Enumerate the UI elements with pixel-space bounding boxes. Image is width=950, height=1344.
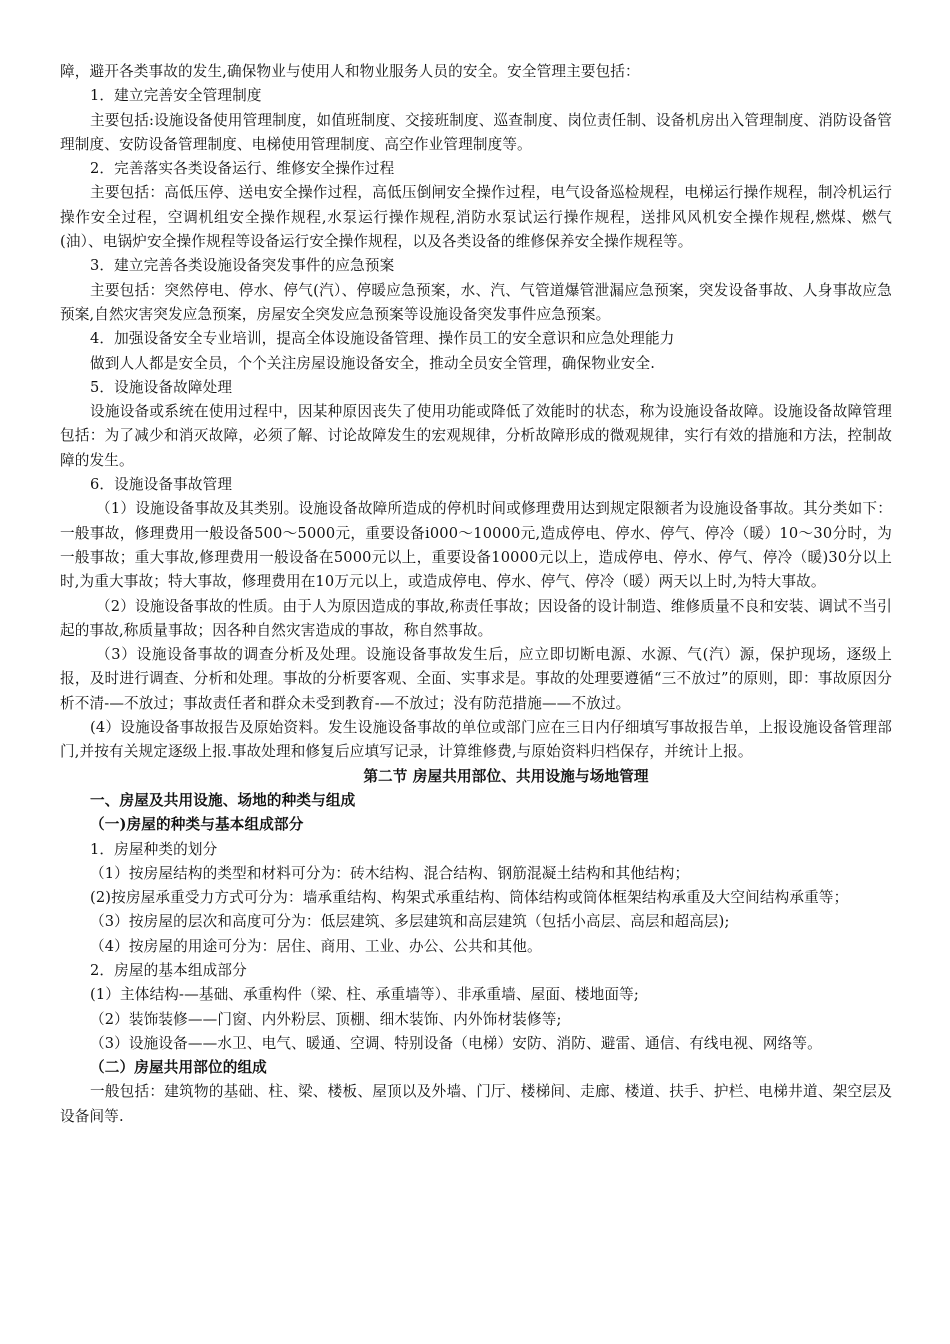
item-6-sub-4: (4）设施设备事故报告及原始资料。发生设施设备事故的单位或部门应在三日内仔细填写事故报告单，上报设施设备管理部门,并按有关规定逐级上报.事故处理和修复后应填写记录，计算维修费,与原始资料归档保存，并统计上报。 [60,719,892,761]
house-part-3: （3）设施设备——水卫、电气、暖通、空调、特别设备（电梯）安防、消防、避雷、通信、有线电视、网络等。 [90,1034,822,1052]
house-type-1: （1）按房屋结构的类型和材料可分为：砖木结构、混合结构、钢筋混凝土结构和其他结构； [90,864,690,882]
house-parts-heading: 2．房屋的基本组成部分 [90,961,247,979]
item-4-heading: 4．加强设备安全专业培训，提高全体设施设备管理、操作员工的安全意识和应急处理能力 [90,330,675,348]
item-2-heading: 2．完善落实各类设备运行、维修安全操作过程 [90,160,395,178]
item-3-body: 主要包括：突然停电、停水、停气(汽）、停暖应急预案，水、汽、气管道爆管泄漏应急预案，突发设备事故、人身事故应急预案,自然灾害突发应急预案，房屋安全突发应急预案等设施设备突发事件应急预案。 [60,281,892,323]
house-type-4: （4）按房屋的用途可分为：居住、商用、工业、办公、公共和其他。 [90,937,542,955]
item-3-heading: 3．建立完善各类设施设备突发事件的应急预案 [90,257,395,275]
house-part-2: （2）装饰装修——门窗、内外粉层、顶棚、细木装饰、内外饰材装修等; [90,1010,562,1028]
house-part-1: (1）主体结构-—基础、承重构件（梁、柱、承重墙等）、非承重墙、屋面、楼地面等; [90,986,639,1004]
item-6-sub-1: （1）设施设备事故及其类别。设施设备故障所造成的停机时间或修理费用达到规定限额者为设施设备事故。其分类如下：一般事故，修理费用一般设备500～5000元，重要设备i000～10000元,造成停电、停水、停气、停冷（暖）10～30分时，为一般事故；重大事故,修理费用一般设备在5000元以上，重要设备10000元以上，造成停电、停水、停气、停冷（暖)30分以上时,为重大事故；特大事故，修理费用在10万元以上，或造成停电、停水、停气、停冷（暖）两天以上时,为特大事故。 [60,500,892,591]
item-6-sub-2: （2）设施设备事故的性质。由于人为原因造成的事故,称责任事故；因设备的设计制造、维修质量不良和安装、调试不当引起的事故,称质量事故；因各种自然灾害造成的事故，称自然事故。 [60,597,892,639]
section-title: 第二节 房屋共用部位、共用设施与场地管理 [363,767,649,785]
item-6-sub-3: （3）设施设备事故的调查分析及处理。设施设备事故发生后，应立即切断电源、水源、气(汽）源，保护现场，逐级上报，及时进行调查、分析和处理。事故的分析要客观、全面、实事求是。事故的处理要遵循“三不放过”的原则，即：事故原因分析不清-—不放过；事故责任者和群众未受到教育-—不放过；没有防范措施——不放过。 [60,646,892,712]
house-type-3: （3）按房屋的层次和高度可分为：低层建筑、多层建筑和高层建筑（包括小高层、高层和超高层); [90,913,730,931]
heading-shared-parts: （二）房屋共用部位的组成 [90,1059,267,1077]
house-types-heading: 1．房屋种类的划分 [90,840,218,858]
heading-level-2: （一)房屋的种类与基本组成部分 [90,816,304,834]
item-6-heading: 6．设施设备事故管理 [90,476,233,494]
shared-parts-body: 一般包括：建筑物的基础、柱、梁、楼板、屋顶以及外墙、门厅、楼梯间、走廊、楼道、扶手、护栏、电梯井道、架空层及设备间等. [60,1083,892,1125]
paragraph-intro: 障，避开各类事故的发生,确保物业与使用人和物业服务人员的安全。安全管理主要包括： [60,63,640,80]
item-2-body: 主要包括：高低压停、送电安全操作过程，高低压倒闸安全操作过程，电气设备巡检规程，电梯运行操作规程，制冷机运行操作安全过程，空调机组安全操作规程,水泵运行操作规程,消防水泵试运行操作规程，送排风风机安全操作规程,燃煤、燃气(油）、电锅炉安全操作规程等设备运行安全操作规程，以及各类设备的维修保养安全操作规程等。 [60,184,892,251]
item-5-body: 设施设备或系统在使用过程中，因某种原因丧失了使用功能或降低了效能时的状态，称为设施设备故障。设施设备故障管理包括：为了减少和消灭故障，必须了解、讨论故障发生的宏观规律，分析故障形成的微观规律，实行有效的措施和方法，控制故障的发生。 [60,403,892,469]
item-5-heading: 5．设施设备故障处理 [90,378,233,396]
item-1-heading: 1．建立完善安全管理制度 [90,87,262,105]
house-type-2: (2)按房屋承重受力方式可分为：墙承重结构、构架式承重结构、筒体结构或筒体框架结构承重及大空间结构承重等； [90,889,849,907]
heading-level-1: 一、房屋及共用设施、场地的种类与组成 [90,791,356,809]
item-1-body: 主要包括:设施设备使用管理制度，如值班制度、交接班制度、巡查制度、岗位责任制、设备机房出入管理制度、消防设备管理制度、安防设备管理制度、电梯使用管理制度、高空作业管理制度等。 [60,111,892,153]
item-4-body: 做到人人都是安全员，个个关注房屋设施设备安全，推动全员安全管理，确保物业安全. [90,354,656,372]
